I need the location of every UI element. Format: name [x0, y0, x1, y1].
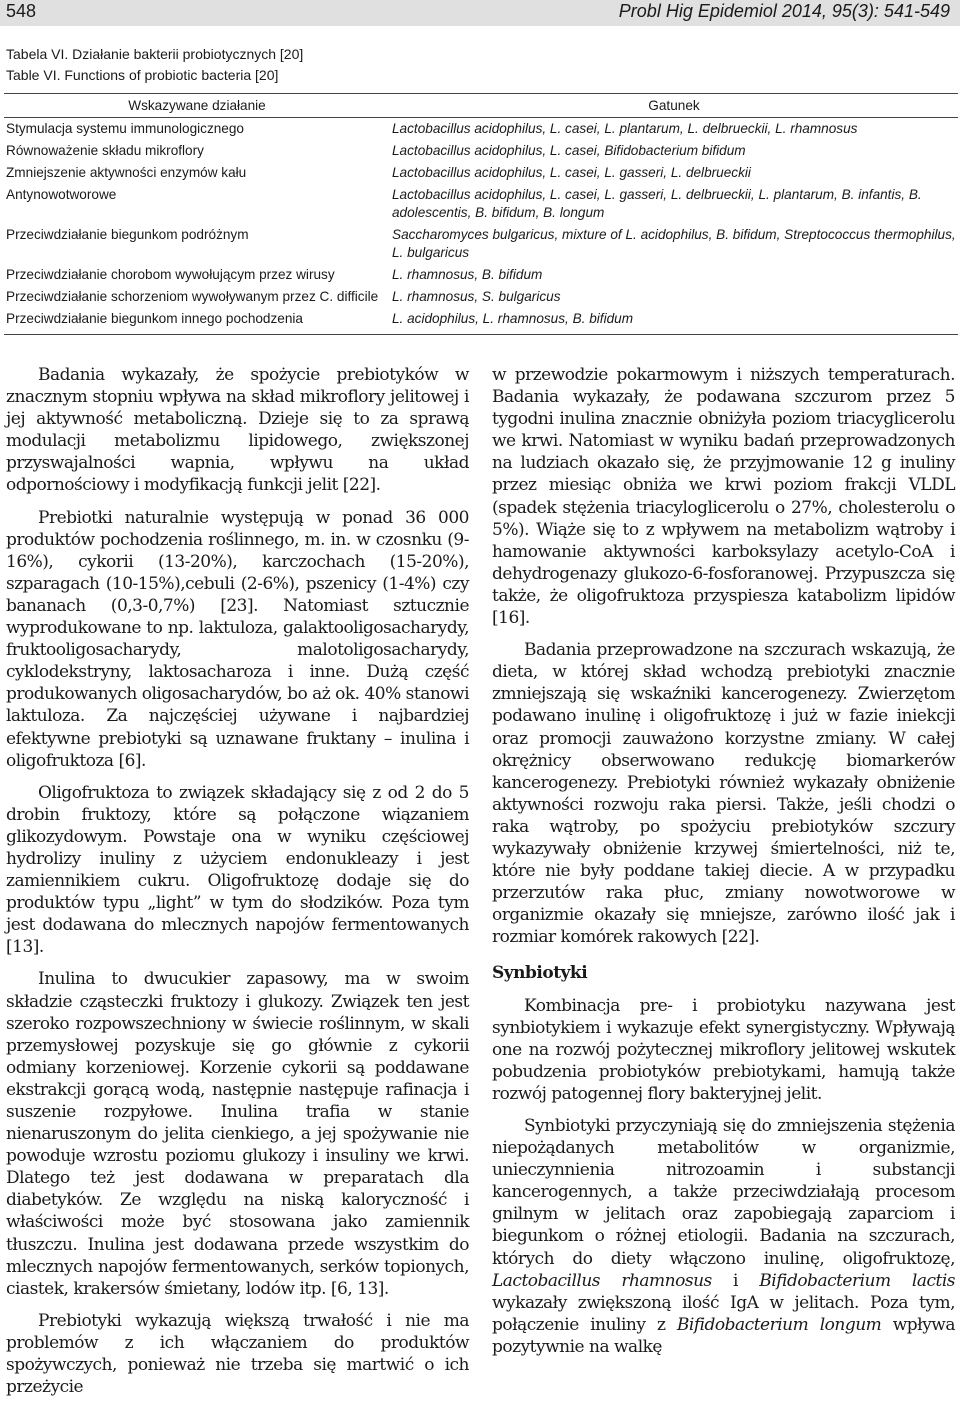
- effect-cell: Przeciwdziałanie chorobom wywołującym przez wirusy: [6, 267, 335, 282]
- paragraph: Prebiotki naturalnie występują w ponad 36 000 produktów pochodzenia roślinnego, m. in. w czosnku (9-16%), cykorii (13-20%), karczochach (15-20%), szparagach (10-15%),cebuli (2-6%), pszenicy (1-4%) czy bananach (0,3-0,7%) [23]. Natomiast sztucznie wyprodukowane to np. laktuloza, galaktooligosacharydy, fruktooligosacharydy, malotoligosacharydy, cyklodekstryny, laktosacharoza i inne. Dużą część produkowanych oligosacharydów, bo aż ok. 40% stanowi laktuloza. Za najczęściej używane i najbardziej efektywne prebiotyki są uznawane fruktany – inulina i oligofruktoza [6].: [6, 507, 470, 771]
- text-run: i: [711, 1270, 760, 1291]
- effect-cell: Przeciwdziałanie biegunkom innego pochodzenia: [4, 308, 390, 335]
- effect-cell: Przeciwdziałanie schorzeniom wywoływanym przez C. difficile: [6, 289, 379, 304]
- page-header: [0, 0, 960, 26]
- species-name: Lactobacillus rhamnosus: [492, 1270, 712, 1291]
- species-cell: L. acidophilus, L. rhamnosus, B. bifidum: [390, 308, 958, 335]
- paragraph: [492, 1115, 955, 1358]
- species-cell: Lactobacillus acidophilus, L. casei, Bifidobacterium bifidum: [392, 143, 746, 158]
- species-cell: L. rhamnosus, B. bifidum: [392, 267, 543, 282]
- table-row: [4, 140, 958, 162]
- effect-cell: Przeciwdziałanie biegunkom podróżnym: [6, 227, 249, 242]
- paragraph: Inulina to dwucukier zapasowy, ma w swoim składzie cząsteczki fruktozy i glukozy. Związek ten jest szeroko rozpowszechniony w świecie roślinnym, w skali przemysłowej pozyskuje się go głównie z cykorii odmiany korzeniowej. Korzenie cykorii są poddawane ekstrakcji gorącą wodą, następnie następuje rafinacja i suszenie rozpyłowe. Inulina trafia w stanie nienaruszonym do jelita cienkiego, a jej spożywanie nie powoduje wzrostu poziomu glukozy i insuliny we krwi. Dlatego też jest dodawana w preparatach dla diabetyków. Ze względu na niską kaloryczność i właściwości może być stosowana jako zamiennik tłuszczu. Inulina jest dodawana przede wszystkim do mlecznych napojów fermentowanych, serków topionych, ciastek, krakersów śmietany, lodów itp. [6, 13].: [6, 969, 469, 1299]
- text-run: wpływa pozytywnie na walkę: [492, 1314, 955, 1357]
- effect-cell: Antynowotworowe: [6, 187, 117, 202]
- paragraph: Oligofruktoza to związek składający się z od 2 do 5 drobin fruktozy, które są połączone wiązaniem glikozydowym. Powstaje ona w wyniku częściowej hydrolizy inuliny z użyciem endonukleazy i jest zamiennikiem cukru. Oligofruktozę dodaje się do produktów typu „light” w tym do słodzików. Poza tym jest dodawana do mlecznych napojów fermentowanych [13].: [6, 782, 469, 958]
- table-header-row: [4, 94, 958, 118]
- section-heading: Synbiotyki: [492, 963, 588, 984]
- table-caption-en: Table VI. Functions of probiotic bacteria [20]: [6, 67, 279, 83]
- paragraph: Badania wykazały, że spożycie prebiotyków w znacznym stopniu wpływa na skład mikroflory jelitowej i jej aktywność metaboliczną. Dzieje się to za sprawą modulacji metabolizmu lipidowego, zwiększonej przyswajalności wapnia, wpływu na układ odpornościowy i modyfikacją funkcji jelit [22].: [6, 365, 469, 496]
- table-row: [4, 224, 958, 264]
- text-run: wykazały zwiększoną ilość IgA w jelitach. Poza tym, połączenie inuliny z: [492, 1292, 955, 1335]
- species-cell: Lactobacillus acidophilus, L. casei, L. plantarum, L. delbrueckii, L. rhamnosus: [392, 121, 858, 136]
- column-header-effect: Wskazywane działanie: [4, 94, 390, 118]
- effect-cell: Równoważenie składu mikroflory: [6, 143, 204, 158]
- table-caption: [6, 44, 303, 86]
- column-header-species: Gatunek: [390, 94, 958, 118]
- table-row: [4, 162, 958, 184]
- paragraph: Badania przeprowadzone na szczurach wskazują, że dieta, w której skład wchodzą prebiotyki znacznie zmniejszają się wskaźniki kancerogenezy. Zwierzętom podawano inulinę i oligofruktozę i już w fazie iniekcji oraz promocji zauważono korzystne zmiany. W całej okrężnicy obserwowano redukcję biomarkerów kancerogenezy. Prebiotyki również wykazały obniżenie aktywności rozwoju raka piersi. Także, jeśli chodzi o raka wątroby, po spożyciu prebiotyków szczury wykazywały obniżenie krzywej śmiertelności, niż te, które nie były poddane takiej diecie. A w przypadku przerzutów raka płuc, zmiany nowotworowe w organizmie okazały się mniejsze, zarówno ilość jak i rozmiar komórek rakowych [22].: [492, 640, 955, 948]
- table-caption-pl: Tabela VI. Działanie bakterii probiotycznych [20]: [6, 46, 304, 62]
- text-run: Synbiotyki przyczyniają się do zmniejszenia stężenia niepożądanych metabolitów w organizmie, unieczynnienia nitrozoamin i substancji kancerogennych, a także przeciwdziałają procesom gnilnym w jelitach oraz zapobiegają zaparciom i biegunkom o różnej etiologii. Badania na szczurach, których do diety włączono inulinę, oligofruktozę,: [492, 1116, 955, 1269]
- journal-citation: Probl Hig Epidemiol 2014, 95(3): 541-549: [618, 1, 950, 21]
- body-column-left: [6, 364, 469, 1408]
- paragraph: Kombinacja pre- i probiotyku nazywana jest synbiotykiem i wykazuje efekt synergistyczny. Wpływają one na rozwój pożytecznej mikroflory jelitowej wskutek pobudzenia probiotyków prebiotykami, hamują także rozwój patogennej flory bakteryjnej jelit.: [492, 995, 955, 1104]
- page-number: 548: [6, 1, 37, 21]
- species-cell: Lactobacillus acidophilus, L. casei, L. gasseri, L. delbrueckii, L. plantarum, B. infantis, B. adolescentis, B. bifidum, B. longum: [392, 187, 922, 220]
- effect-cell: Zmniejszenie aktywności enzymów kału: [6, 165, 247, 180]
- paragraph: Prebiotyki wykazują większą trwałość i nie ma problemów z ich włączaniem do produktów spożywczych, ponieważ nie trzeba się martwić o ich przeżycie: [6, 1310, 469, 1398]
- table-row: [4, 118, 958, 141]
- table-row: [4, 264, 958, 286]
- effect-cell: Stymulacja systemu immunologicznego: [6, 121, 244, 136]
- body-column-right: [492, 364, 955, 1368]
- species-cell: Saccharomyces bulgaricus, mixture of L. acidophilus, B. bifidum, Streptococcus thermophilus, L. bulgaricus: [392, 227, 956, 260]
- species-name: Bifidobacterium longum: [676, 1314, 882, 1335]
- species-cell: L. rhamnosus, S. bulgaricus: [392, 289, 561, 304]
- paragraph: w przewodzie pokarmowym i niższych temperaturach. Badania wykazały, że podawana szczurom przez 5 tygodni inulina znacznie obniżyła poziom triacyglicerolu we krwi. Natomiast w wyniku badań przeprowadzonych na ludziach okazało się, że przyjmowanie 12 g inuliny przez miesiąc obniża we krwi poziom frakcji VLDL (spadek stężenia triacyloglicerolu o 27%, cholesterolu o 5%). Wiąże się to z wpływem na metabolizm wątroby i hamowanie aktywności karboksylazy acetylo-CoA i dehydrogenazy glukozo-6-fosforanowej. Przypuszcza się także, że oligofruktoza przyspiesza katabolizm lipidów [16].: [492, 365, 955, 629]
- table-row: [4, 308, 958, 335]
- species-name: Bifidobacterium lactis: [759, 1270, 955, 1291]
- table-row: [4, 286, 958, 308]
- species-cell: Lactobacillus acidophilus, L. casei, L. gasseri, L. delbrueckii: [392, 165, 751, 180]
- probiotic-functions-table: [4, 93, 958, 335]
- table-row: [4, 184, 958, 224]
